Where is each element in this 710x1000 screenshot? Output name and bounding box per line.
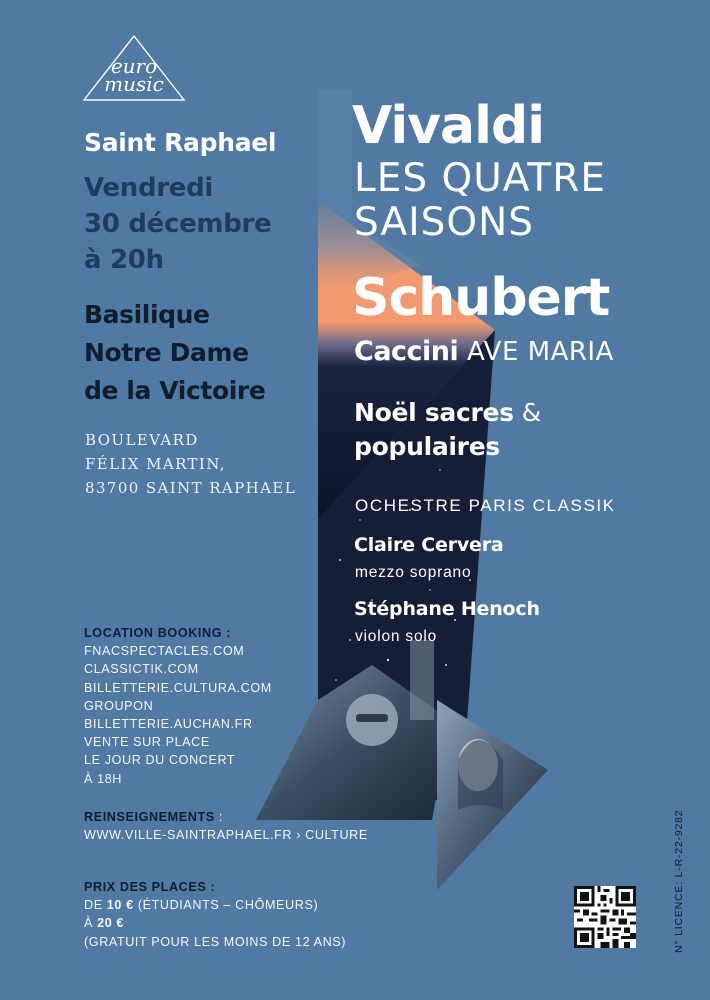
date-line: à 20h: [84, 245, 164, 275]
booking-line: CLASSICTIK.COM: [84, 662, 199, 677]
composer-caccini: Caccini: [354, 336, 459, 367]
booking-line: BILLETTERIE.CULTURA.COM: [84, 680, 272, 695]
orchestra-name: OCHESTRE PARIS CLASSIK: [355, 496, 616, 515]
venue-address: [85, 428, 296, 500]
booking-line: LE JOUR DU CONCERT: [84, 753, 236, 768]
logo-text-euro: euro: [110, 54, 158, 78]
composer-schubert: Schubert: [352, 268, 610, 328]
composer-vivaldi: Vivaldi: [352, 96, 545, 156]
address-line: BOULEVARD: [85, 431, 199, 449]
work-line: LES QUATRE: [354, 156, 606, 201]
logo-text-music: music: [104, 72, 164, 96]
info-website: WWW.VILLE-SAINTRAPHAEL.FR › CULTURE: [84, 828, 368, 843]
artist-name: Stéphane Henoch: [354, 598, 540, 620]
noel-sacres: Noël sacres: [354, 398, 514, 427]
info-title: REINSEIGNEMENTS: [84, 810, 215, 824]
caccini-ave-maria: [354, 334, 614, 370]
noel-ampersand: &: [513, 398, 542, 427]
address-line: 83700 SAINT RAPHAEL: [85, 479, 297, 497]
booking-title: LOCATION BOOKING :: [84, 626, 231, 640]
euro-music-logo: [82, 34, 186, 102]
prices-section: [84, 878, 346, 951]
work-ave-maria: AVE MARIA: [458, 337, 614, 367]
venue-line: Basilique: [84, 300, 210, 329]
work-line: SAISONS: [354, 200, 535, 245]
church-wall: [410, 640, 434, 720]
price-prefix: À: [84, 916, 98, 931]
info-section: [84, 808, 368, 844]
artist-name: Claire Cervera: [354, 534, 504, 556]
price-reduced-note: (ÉTUDIANTS – CHÔMEURS): [133, 898, 319, 913]
noel-populaires: populaires: [354, 432, 500, 461]
info-title-colon: :: [214, 810, 223, 824]
christmas-carols: [354, 396, 541, 464]
price-prefix: DE: [84, 898, 107, 913]
price-reduced: 10 €: [106, 898, 134, 913]
qr-code-icon[interactable]: [574, 886, 636, 948]
artist-role: mezzo soprano: [355, 564, 472, 581]
venue-name: [84, 296, 265, 410]
price-full: 20 €: [97, 916, 125, 931]
work-four-seasons: [354, 157, 606, 245]
venue-line: Notre Dame: [84, 338, 249, 367]
date-line: Vendredi: [84, 173, 214, 203]
booking-section: [84, 624, 272, 788]
city-heading: Saint Raphael: [84, 128, 277, 157]
address-line: FÉLIX MARTIN,: [85, 455, 226, 473]
licence-number: N° LICENCE: L-R-22-9282: [673, 809, 685, 953]
prices-title: PRIX DES PLACES :: [84, 880, 216, 894]
event-date: [84, 170, 271, 278]
artist-role: violon solo: [355, 628, 438, 645]
price-free-note: (GRATUIT POUR LES MOINS DE 12 ANS): [84, 934, 347, 949]
booking-line: GROUPON: [84, 698, 154, 713]
venue-line: de la Victoire: [84, 376, 266, 405]
booking-line: FNACSPECTACLES.COM: [84, 644, 245, 659]
violinist-glasses: [356, 714, 388, 722]
booking-line: VENTE SUR PLACE: [84, 735, 210, 750]
date-line: 30 décembre: [84, 209, 272, 239]
booking-line: À 18H: [84, 771, 123, 786]
booking-line: BILLETTERIE.AUCHAN.FR: [84, 717, 253, 732]
